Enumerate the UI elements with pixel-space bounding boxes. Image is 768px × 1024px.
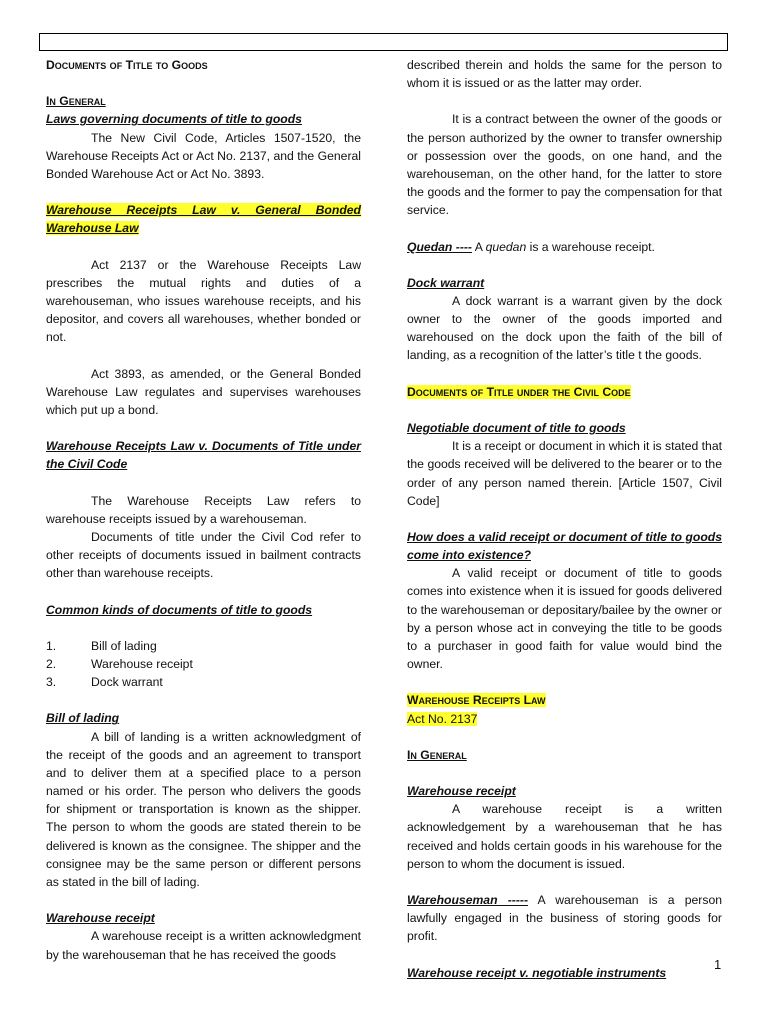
warehouse-receipt-heading: Warehouse receipt: [46, 911, 155, 926]
warehouseman-paragraph: [407, 891, 722, 945]
quedan-paragraph: Quedan ---- A quedan is a warehouse receipt.: [407, 239, 655, 254]
warehouse-receipt-continued-text: described therein and holds the same for the person to whom it is issued or as the latter may order.: [407, 58, 722, 91]
right-warehouse-receipt-text: A warehouse receipt is a written acknowledgement by a warehouseman that he has received and holds certain goods in his warehouse for the person to whom the document is issued.: [407, 802, 722, 871]
act3893-text: Act 3893, as amended, or the General Bonded Warehouse Law regulates and supervises warehouses which put up a bond.: [46, 366, 361, 417]
bill-of-lading-heading: Bill of lading: [46, 711, 120, 726]
laws-text: The New Civil Code, Articles 1507-1520, the Warehouse Receipts Act or Act No. 2137, and the General Bonded Warehouse Act or Act No. 3893.: [46, 130, 361, 181]
laws-heading: Laws governing documents of title to goods: [46, 112, 302, 127]
right-column: [407, 56, 722, 982]
negotiable-doc-text: It is a receipt or document in which it is stated that the goods received will be delivered to the bearer or to the order of any person named therein. [Article 1507, Civil Code]: [407, 439, 722, 508]
dock-warrant-text: A dock warrant is a warrant given by the dock owner to the owner of the goods imported and warehoused on the dock upon the faith of the bill of landing, as a recognition of the latter’s title t the goods.: [407, 293, 722, 363]
wr-v-ni-heading: Warehouse receipt v. negotiable instruments: [407, 965, 667, 980]
act2137-text: Act 2137 or the Warehouse Receipts Law prescribes the mutual rights and duties of a warehouseman, who issues warehouse receipts, and his depositor, and covers all warehouses, whether bonded or not.: [46, 257, 361, 345]
dot-refer-text: Documents of title under the Civil Cod refer to other receipts of documents issued in bailment contracts other than warehouse receipts.: [46, 529, 361, 581]
list-item: 3. Dock warrant: [46, 675, 163, 690]
bill-of-lading-text: A bill of landing is a written acknowledgment of the receipt of the goods and an agreement to transport and to deliver them at a specified place to a person named or his order. The person who delivers the goods for shipment or transportation is known as the shipper. The person to whom the goods are stated therein to be delivered is known as the consignee. The shipper and the consignee may be the same person or different persons as stated in the bill of lading.: [46, 729, 361, 889]
quedan-term: quedan: [485, 239, 527, 254]
warehouseman-heading: Warehouseman -----: [407, 893, 529, 908]
valid-receipt-heading: How does a valid receipt or document of title to goods come into existence?: [407, 529, 722, 563]
wrl-refers-text: The Warehouse Receipts Law refers to warehouse receipts issued by a warehouseman.: [46, 493, 361, 526]
warehouse-receipt-text: A warehouse receipt is a written acknowledgment by the warehouseman that he has received the goods: [46, 929, 361, 962]
document-title: Documents of Title to Goods: [46, 58, 208, 72]
right-warehouse-receipt-heading: Warehouse receipt: [407, 784, 516, 799]
dot-civil-code-heading-text: Documents of Title under the Civil Code: [407, 384, 631, 399]
list-item: 2. Warehouse receipt: [46, 657, 193, 672]
negotiable-doc-heading: Negotiable document of title to goods: [407, 421, 626, 436]
dot-civil-code-heading: [407, 383, 722, 401]
wrl-heading: [407, 691, 722, 709]
warehouseman-text: A warehouseman is a person lawfully engaged in the business of storing goods for profit.: [407, 893, 722, 944]
wrl-v-gbwl-heading-text: Warehouse Receipts Law v. General Bonded Warehouse Law: [46, 203, 361, 236]
right-in-general-heading: In General: [407, 747, 467, 762]
contract-text: It is a contract between the owner of the goods or the person authorized by the owner to transfer ownership or possession over the goods, on one hand, and the warehouseman, on the other hand, for the latter to store the goods and the former to pay the compensation for that service.: [407, 112, 722, 218]
left-column: [46, 56, 361, 964]
wrl-v-dot-heading: Warehouse Receipts Law v. Documents of Title under the Civil Code: [46, 439, 361, 472]
kinds-list: [46, 637, 361, 691]
header-box: [39, 33, 728, 51]
wrl-heading-text: Warehouse Receipts Law: [407, 693, 546, 708]
list-item: 1. Bill of lading: [46, 638, 157, 653]
wrl-v-gbwl-heading: [46, 201, 361, 237]
dock-warrant-heading: Dock warrant: [407, 275, 485, 290]
in-general-heading: In General: [46, 94, 106, 109]
quedan-heading: Quedan ----: [407, 239, 472, 254]
act-no: [407, 710, 722, 728]
valid-receipt-text: A valid receipt or document of title to goods comes into existence when it is issued for goods delivered to the warehouseman or depositary/bailee by the owner or by a person whose act in conveying the title to be goods to a purchaser in good faith for value would bind the owner.: [407, 566, 722, 672]
act-no-text: Act No. 2137: [407, 711, 478, 726]
common-kinds-heading: Common kinds of documents of title to goods: [46, 602, 313, 617]
page-number: 1: [714, 957, 722, 972]
